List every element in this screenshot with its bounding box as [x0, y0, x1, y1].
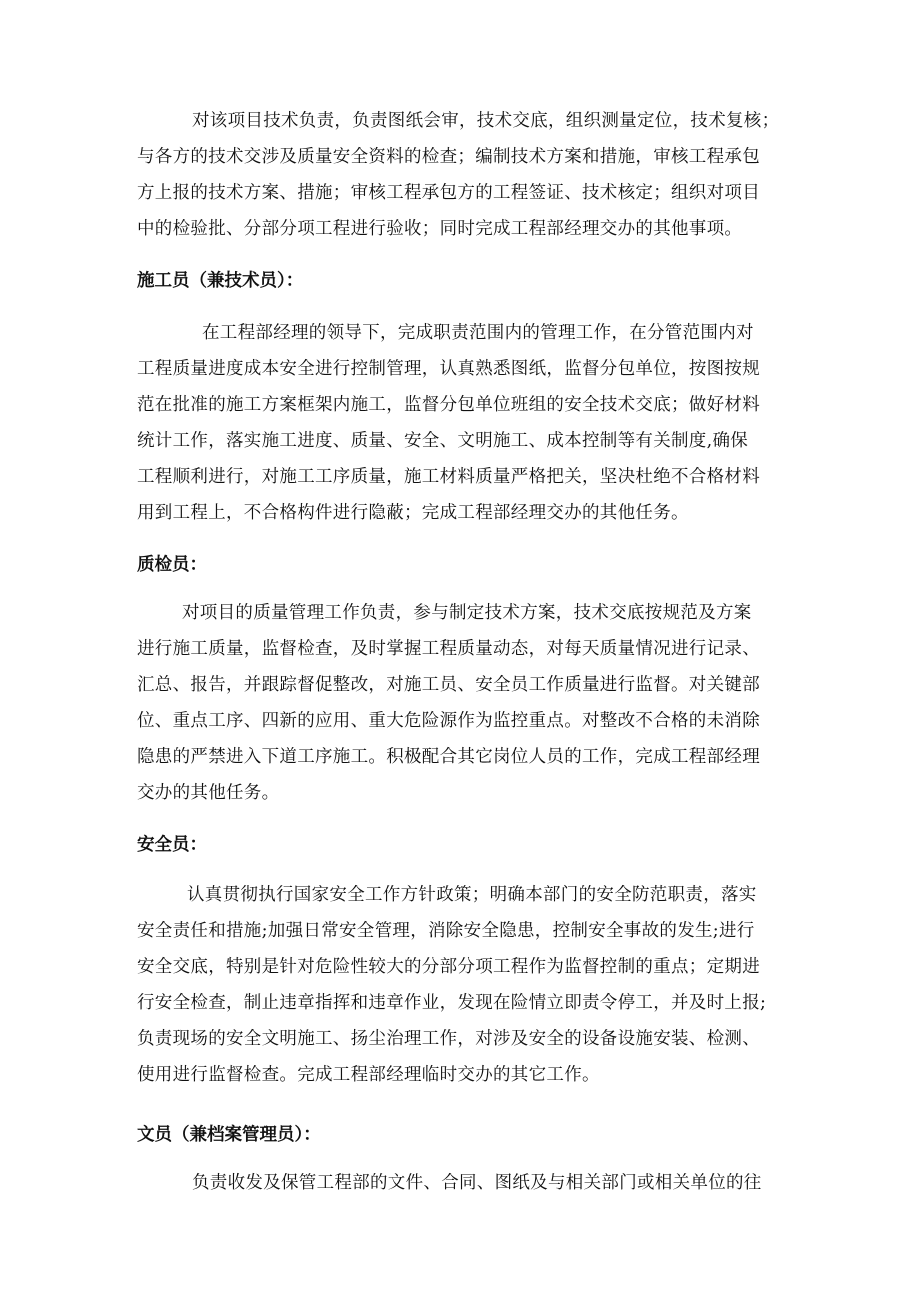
safety-line-3: 安全交底，特别是针对危险性较大的分部分项工程作为监督控制的重点；定期进: [137, 957, 760, 977]
section-heading-quality: 质检员：: [137, 555, 207, 575]
section-heading-clerk: 文员（兼档案管理员）：: [137, 1125, 321, 1145]
quality-line-5: 隐患的严禁进入下道工序施工。积极配合其它岗位人员的工作，完成工程部经理: [137, 747, 760, 767]
quality-line-1: 对项目的质量管理工作负责，参与制定技术方案，技术交底按规范及方案: [182, 603, 752, 623]
safety-line-1: 认真贯彻执行国家安全工作方针政策；明确本部门的安全防范职责，落实: [187, 885, 757, 905]
quality-line-2: 进行施工质量，监督检查，及时掌握工程质量动态，对每天质量情况进行记录、: [137, 639, 760, 659]
intro-line-1: 对该项目技术负责，负责图纸会审，技术交底，组织测量定位，技术复核；: [192, 111, 780, 131]
safety-line-2: 安全责任和措施;加强日常安全管理，消除安全隐患，控制安全事故的发生;进行: [137, 921, 755, 941]
clerk-line-1: 负责收发及保管工程部的文件、合同、图纸及与相关部门或相关单位的往: [192, 1173, 762, 1193]
safety-line-4: 行安全检查，制止违章指挥和违章作业，发现在险情立即责令停工，并及时上报;: [137, 993, 767, 1013]
intro-line-3: 方上报的技术方案、措施；审核工程承包方的工程签证、技术核定；组织对项目: [137, 183, 760, 203]
section-heading-construction: 施工员（兼技术员）：: [137, 271, 304, 291]
construction-line-3: 范在批准的施工方案框架内施工，监督分包单位班组的安全技术交底；做好材料: [137, 395, 760, 415]
section-heading-safety: 安全员：: [137, 835, 207, 855]
intro-line-2: 与各方的技术交涉及质量安全资料的检查；编制技术方案和措施，审核工程承包: [137, 147, 760, 167]
intro-line-4: 中的检验批、分部分项工程进行验收；同时完成工程部经理交办的其他事项。: [137, 219, 743, 239]
construction-line-4: 统计工作，落实施工进度、质量、安全、文明施工、成本控制等有关制度,确保: [137, 431, 749, 451]
construction-line-6: 用到工程上，不合格构件进行隐蔽；完成工程部经理交办的其他任务。: [137, 503, 689, 523]
construction-line-2: 工程质量进度成本安全进行控制管理，认真熟悉图纸，监督分包单位，按图按规: [137, 359, 760, 379]
quality-line-4: 位、重点工序、四新的应用、重大危险源作为监控重点。对整改不合格的未消除: [137, 711, 760, 731]
safety-line-6: 使用进行监督检查。完成工程部经理临时交办的其它工作。: [137, 1065, 600, 1085]
quality-line-6: 交办的其他任务。: [137, 783, 280, 803]
construction-line-1: 在工程部经理的领导下，完成职责范围内的管理工作，在分管范围内对: [202, 323, 754, 343]
safety-line-5: 负责现场的安全文明施工、扬尘治理工作，对涉及安全的设备设施安装、检测、: [137, 1029, 760, 1049]
quality-line-3: 汇总、报告，并跟踪督促整改，对施工员、安全员工作质量进行监督。对关键部: [137, 675, 760, 695]
construction-line-5: 工程顺利进行，对施工工序质量，施工材料质量严格把关，坚决杜绝不合格材料: [137, 467, 760, 487]
